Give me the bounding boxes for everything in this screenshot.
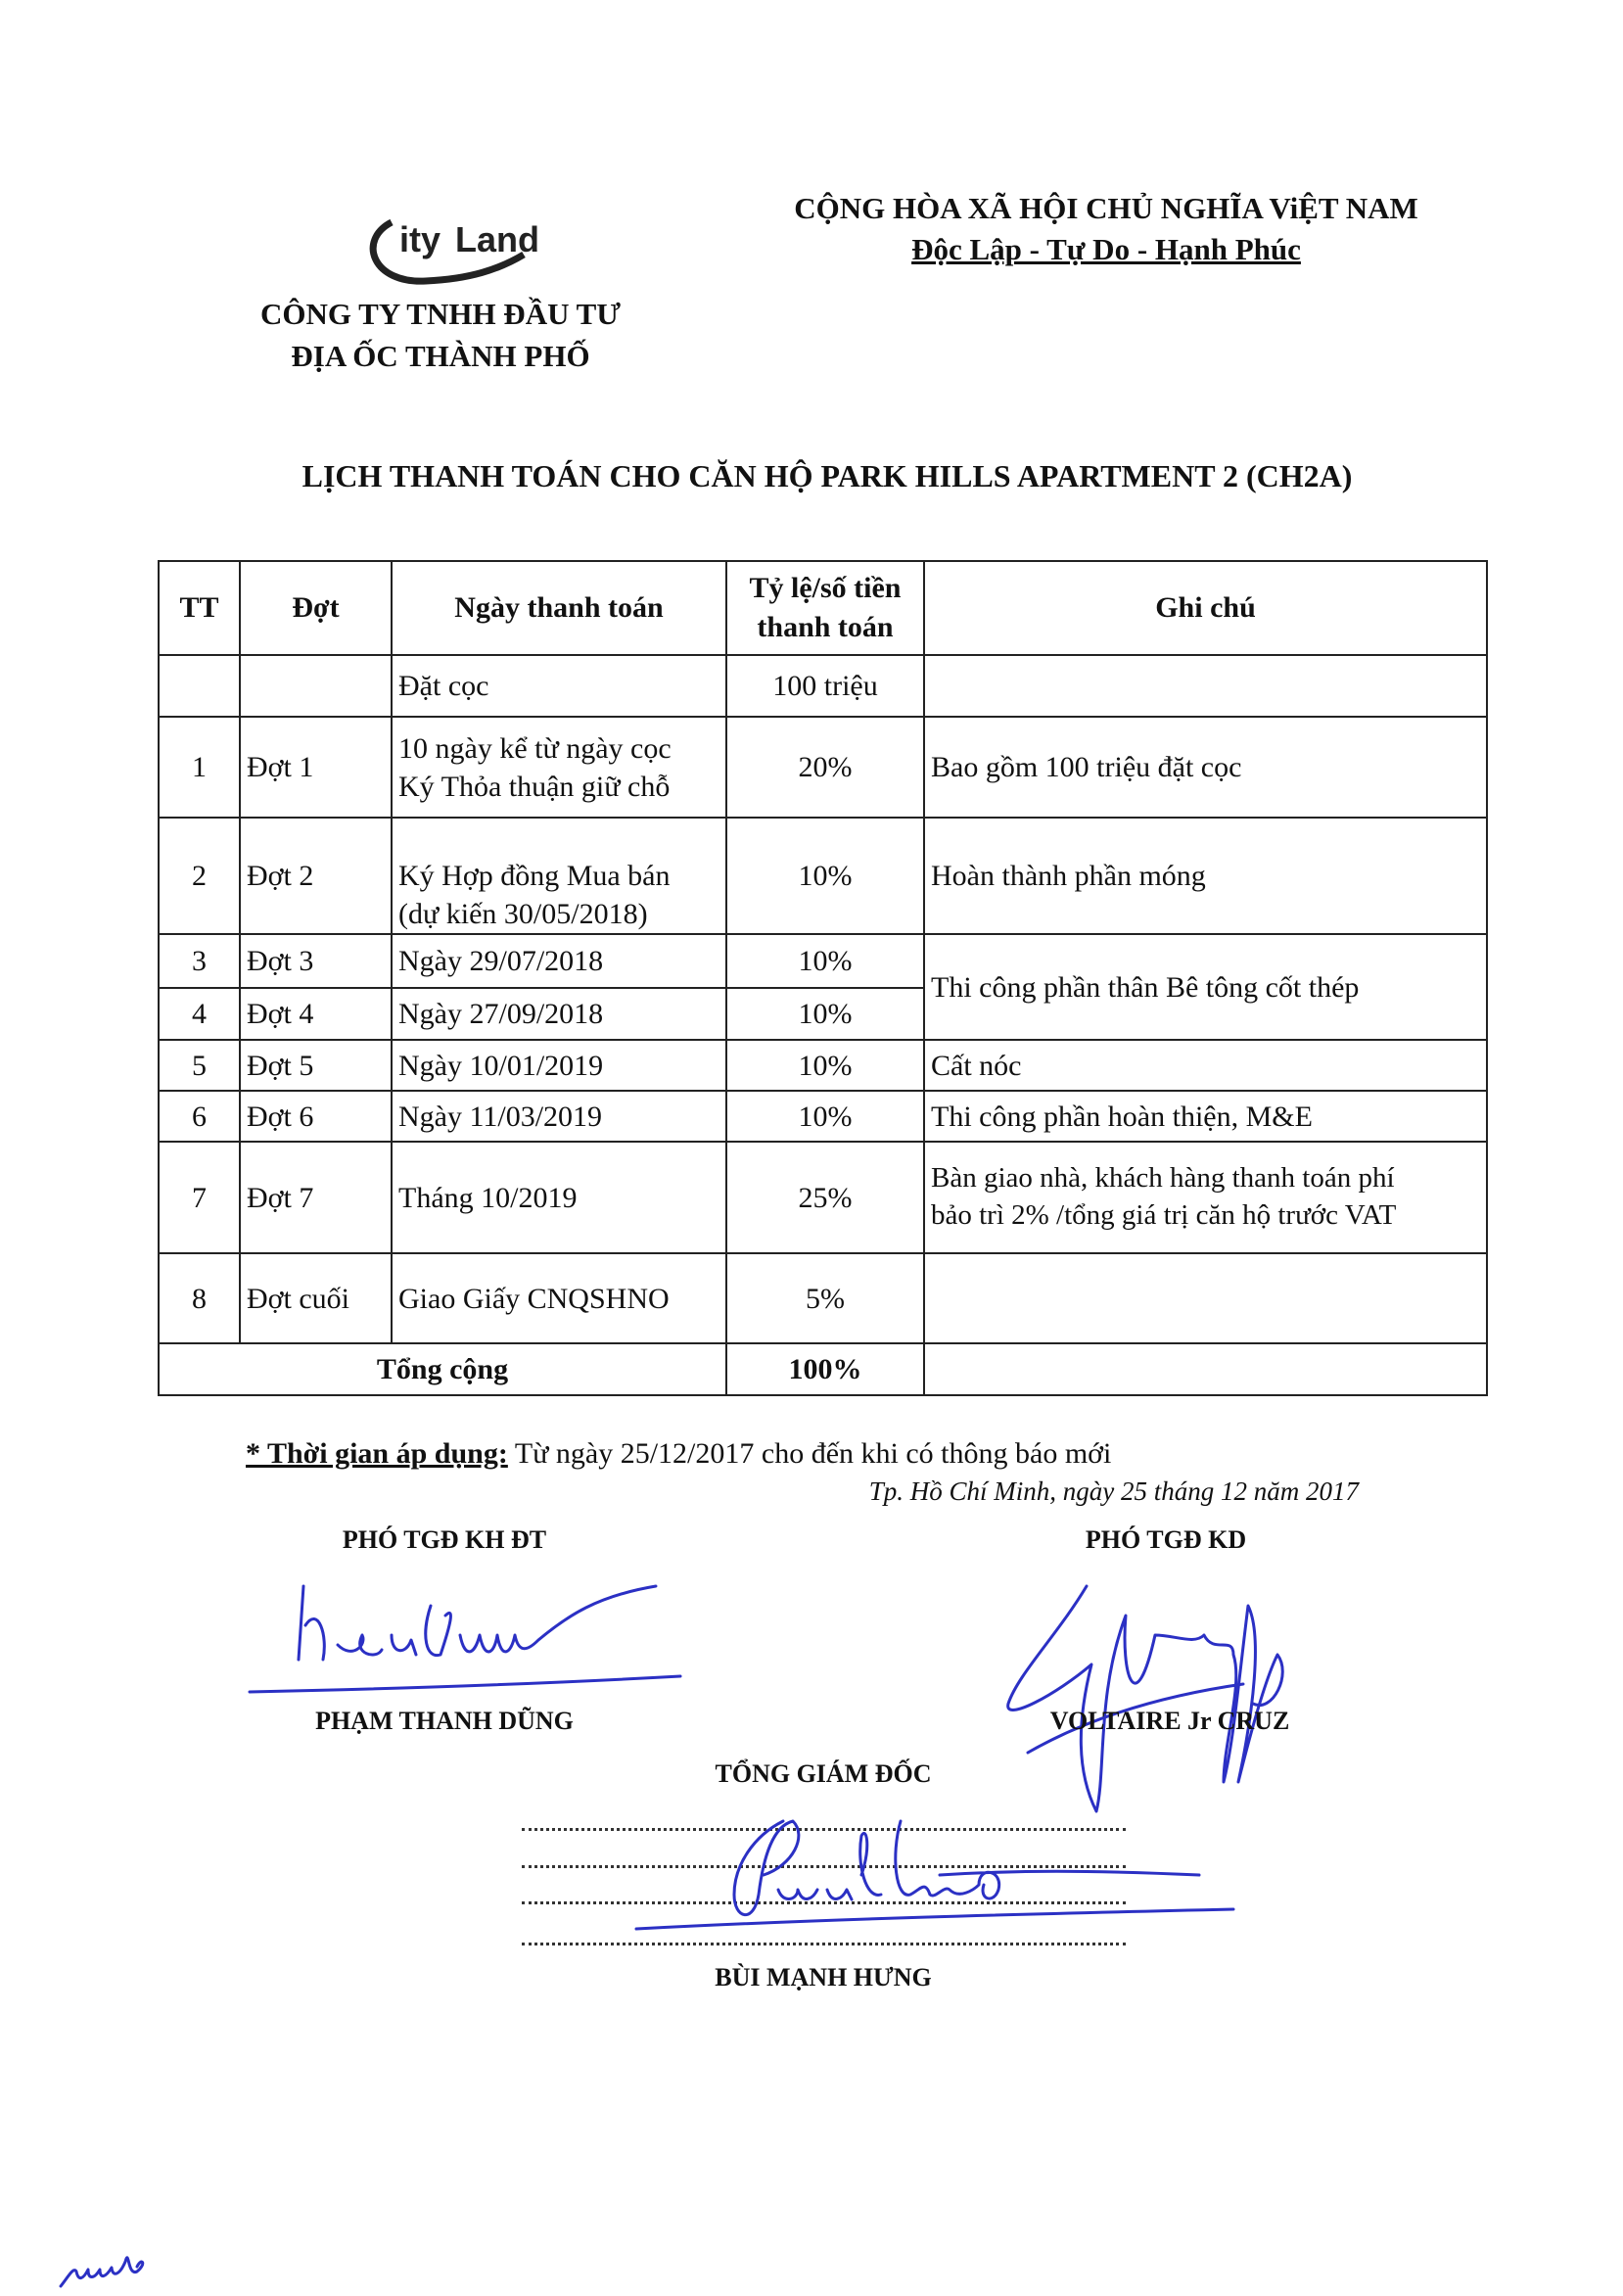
cell-tyle: 10% [726,934,924,988]
cell-ngay-line2: Ký Thỏa thuận giữ chỗ [398,770,671,803]
cell-dot: Đợt 7 [240,1142,392,1253]
cell-tyle: 20% [726,717,924,818]
ceo-title: TỔNG GIÁM ĐỐC [715,1759,932,1788]
cell-ngay: Ngày 10/01/2019 [392,1040,726,1091]
svg-text:Land: Land [455,219,539,259]
cell-tyle: 10% [726,1040,924,1091]
cell-tyle: 10% [726,1091,924,1142]
table-row [159,818,1487,934]
cell-tyle: 10% [726,818,924,934]
cell-tt: 8 [159,1253,240,1343]
company-name-line1: CÔNG TY TNHH ĐẦU TƯ [259,297,622,331]
signer-right-title: PHÓ TGĐ KD [1085,1525,1247,1554]
cell-ngay-line1: 10 ngày kể từ ngày cọc [398,731,672,765]
header-tyle-line2: thanh toán [757,611,894,643]
cell-tyle: 10% [726,988,924,1040]
header-tyle [726,561,924,655]
table-row [159,717,1487,818]
cell-dot: Đợt 1 [240,717,392,818]
total-value: 100% [726,1343,924,1395]
cell-tyle: 25% [726,1142,924,1253]
cell-ghichu: Thi công phần hoàn thiện, M&E [924,1091,1487,1142]
cell-dot: Đợt 3 [240,934,392,988]
cell-ngay-line1: Ký Hợp đồng Mua bán [398,860,671,892]
header-tyle-line1: Tỷ lệ/số tiền [749,571,902,604]
signer-left-title: PHÓ TGĐ KH ĐT [342,1525,547,1554]
cell-ghichu: Hoàn thành phần móng [924,818,1487,934]
cell-ghichu [924,1142,1487,1253]
national-motto: Độc Lập - Tự Do - Hạnh Phúc [911,232,1301,266]
cell-tt: 4 [159,988,240,1040]
signature-ceo [626,1806,1253,1944]
cityland-logo [352,201,548,289]
header-dot: Đợt [240,561,392,655]
signature-right [998,1576,1312,1831]
cell-tt: 6 [159,1091,240,1142]
company-name-line2: ĐỊA ỐC THÀNH PHỐ [291,339,590,373]
cell-tyle: 5% [726,1253,924,1343]
signer-right-name: VOLTAIRE Jr CRUZ [1049,1707,1290,1735]
cell-ngay: Ngày 29/07/2018 [392,934,726,988]
header-tt: TT [159,561,240,655]
cell-dot: Đợt cuối [240,1253,392,1343]
cell-ghichu-merged: Thi công phần thân Bê tông cốt thép [924,934,1487,1040]
cell-tt [159,655,240,717]
cell-ngay [392,717,726,818]
place-date: Tp. Hồ Chí Minh, ngày 25 tháng 12 năm 2017 [868,1476,1359,1506]
cell-tyle: 100 triệu [726,655,924,717]
cell-ngay [392,818,726,934]
initials-mark [59,2242,166,2291]
table-row [159,1040,1487,1091]
cell-dot: Đợt 4 [240,988,392,1040]
cell-ngay: Giao Giấy CNQSHNO [392,1253,726,1343]
cell-tt: 2 [159,818,240,934]
table-row [159,934,1487,988]
cell-ghichu: Cất nóc [924,1040,1487,1091]
table-row [159,655,1487,717]
cell-tt: 1 [159,717,240,818]
cell-tt: 5 [159,1040,240,1091]
table-total-row [159,1343,1487,1395]
cell-tt: 3 [159,934,240,988]
table-header-row [159,561,1487,655]
document-title: LỊCH THANH TOÁN CHO CĂN HỘ PARK HILLS APARTMENT 2 (CH2A) [301,458,1353,493]
cell-ghichu [924,655,1487,717]
cell-dot: Đợt 5 [240,1040,392,1091]
signer-left-name: PHẠM THANH DŨNG [315,1707,574,1735]
table-row [159,1253,1487,1343]
cell-tt: 7 [159,1142,240,1253]
total-label: Tổng cộng [159,1343,726,1395]
cell-ngay: Ngày 11/03/2019 [392,1091,726,1142]
cell-ghichu-line1: Bàn giao nhà, khách hàng thanh toán phí [931,1162,1395,1195]
svg-text:ity: ity [399,219,441,259]
signature-left [245,1567,685,1704]
cell-ngay-line2: (dự kiến 30/05/2018) [398,898,648,930]
header-ngay: Ngày thanh toán [392,561,726,655]
cell-ghichu-line2: bảo trì 2% /tổng giá trị căn hộ trước VAT [931,1199,1397,1231]
table-row [159,1142,1487,1253]
cell-ghichu: Bao gồm 100 triệu đặt cọc [924,717,1487,818]
cell-ghichu [924,1253,1487,1343]
ceo-name: BÙI MẠNH HƯNG [715,1963,932,1991]
cell-ngay: Đặt cọc [392,655,726,717]
cell-dot: Đợt 2 [240,818,392,934]
cell-ngay: Ngày 27/09/2018 [392,988,726,1040]
cell-ghichu [924,1343,1487,1395]
cell-ngay: Tháng 10/2019 [392,1142,726,1253]
application-period-note [246,1437,1111,1471]
note-label: * Thời gian áp dụng: [246,1437,508,1470]
nation-title: CỘNG HÒA XÃ HỘI CHỦ NGHĨA ViỆT NAM [794,191,1418,225]
payment-schedule-table [158,560,1488,1396]
note-text: Từ ngày 25/12/2017 cho đến khi có thông báo mới [507,1437,1112,1470]
table-row [159,1091,1487,1142]
cell-dot [240,655,392,717]
cell-dot: Đợt 6 [240,1091,392,1142]
header-ghichu: Ghi chú [924,561,1487,655]
